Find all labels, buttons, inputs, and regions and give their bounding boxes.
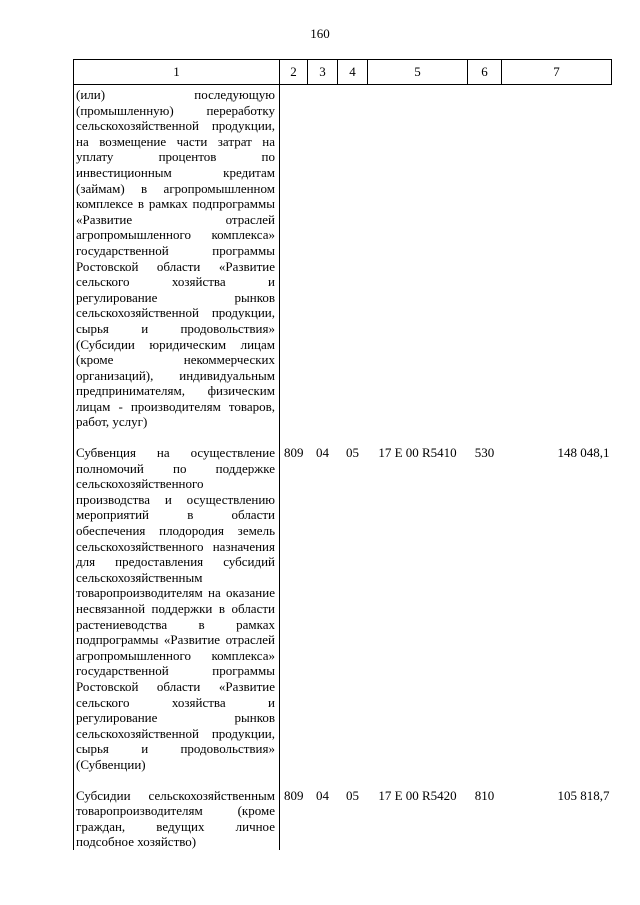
row-expense-type: 810 bbox=[474, 787, 495, 803]
row-ministry-code: 809 bbox=[284, 787, 304, 803]
row-subsection bbox=[338, 85, 368, 431]
header-col-3: 3 bbox=[308, 60, 338, 85]
page-number: 160 bbox=[310, 26, 330, 41]
row-amount bbox=[502, 85, 612, 431]
row-section: 04 bbox=[316, 787, 329, 803]
row-ministry-code: 809 bbox=[284, 445, 304, 461]
row-gap bbox=[74, 773, 612, 788]
row-subsection: 05 bbox=[346, 445, 359, 461]
header-col-5: 5 bbox=[368, 60, 468, 85]
header-col-4: 4 bbox=[338, 60, 368, 85]
row-ministry-code bbox=[280, 85, 308, 431]
row-section: 04 bbox=[316, 445, 329, 461]
table-row bbox=[74, 85, 612, 431]
row-description: Субсидии сельскохозяйственным товаропроизводителям (кроме граждан, ведущих личное подсобное хозяйство) bbox=[74, 788, 280, 850]
row-expense-type: 530 bbox=[474, 445, 495, 461]
row-target-article bbox=[368, 85, 468, 431]
row-amount: 148 048,1 bbox=[557, 445, 610, 461]
table-row bbox=[74, 788, 612, 850]
row-subsection: 05 bbox=[346, 787, 359, 803]
header-col-7: 7 bbox=[502, 60, 612, 85]
row-target-article: 17 Е 00 R5420 bbox=[378, 787, 457, 803]
row-amount: 105 818,7 bbox=[557, 787, 610, 803]
row-expense-type bbox=[468, 85, 502, 431]
table-header-row bbox=[74, 60, 612, 85]
table-row bbox=[74, 445, 612, 772]
header-col-2: 2 bbox=[280, 60, 308, 85]
budget-table bbox=[73, 59, 612, 850]
row-description: Субвенция на осуществление полномочий по поддержке сельскохозяйственного производства и осуществлению мероприятий в области обеспечения плодородия земель сельскохозяйственного назначения для предоставления субсидий сельскохозяйственным товаропроизводителям на оказание несвязанной поддержки в области растениеводства в рамках подпрограммы «Развитие отраслей агропромышленного комплекса» государственной программы Ростовской области «Развитие сельского хозяйства и регулирование рынков сельскохозяйственной продукции, сырья и продовольствия» (Субвенции) bbox=[74, 445, 280, 772]
header-col-1: 1 bbox=[74, 60, 280, 85]
row-description: (или) последующую (промышленную) переработку сельскохозяйственной продукции, на возмещение части затрат на уплату процентов по инвестиционным кредитам (займам) в агропромышленном комплексе в рамках подпрограммы «Развитие отраслей агропромышленного комплекса» государственной программы Ростовской области «Развитие сельского хозяйства и регулирование рынков сельскохозяйственной продукции, сырья и продовольствия» (Субсидии юридическим лицам (кроме некоммерческих организаций), индивидуальным предпринимателям, физическим лицам - производителям товаров, работ, услуг) bbox=[74, 85, 280, 431]
header-col-6: 6 bbox=[468, 60, 502, 85]
row-target-article: 17 Е 00 R5410 bbox=[378, 445, 457, 461]
row-gap bbox=[74, 430, 612, 445]
row-section bbox=[308, 85, 338, 431]
